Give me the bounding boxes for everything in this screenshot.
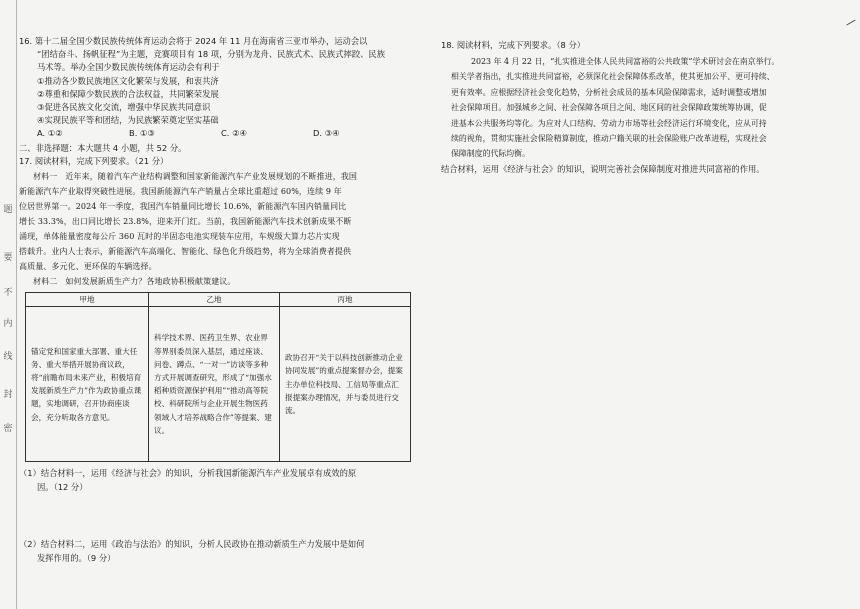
table-header-yi: 乙地 bbox=[149, 293, 280, 307]
binding-margin bbox=[0, 0, 17, 609]
q18-line: 更有效率。应根据经济社会变化趋势，分析社会成员的基本风险保障需求，适时调整或增加 bbox=[451, 87, 767, 97]
q16-stem-line: 马术等。举办全国少数民族传统体育运动会有利于 bbox=[37, 62, 220, 73]
material-one-line: 涌现，单体能量密度每公斤 360 瓦时的半固态电池实现装车应用，车规级大算力芯片实现 bbox=[19, 232, 340, 242]
question-17 bbox=[19, 155, 414, 565]
q18-line: 续的视角，贯彻实施社会保险精算制度，推动户籍关联的社会保险账户改革进程，实现社会 bbox=[451, 134, 767, 144]
left-column bbox=[19, 35, 414, 565]
right-column bbox=[441, 38, 833, 177]
material-one-line: 高质量、多元化、更环保的车辆选择。 bbox=[19, 262, 157, 272]
question-18 bbox=[441, 38, 833, 177]
material-two-title: 材料二 如何发展新质生产力？各地政协积极献策建议。 bbox=[33, 277, 236, 287]
q16-statement: ③促进各民族文化交流，增强中华民族共同意识 bbox=[37, 102, 211, 113]
subquestion-line: 发挥作用的。（9 分） bbox=[37, 553, 116, 564]
q18-heading: 18. 阅读材料，完成下列要求。（8 分） bbox=[441, 40, 586, 50]
material-one-line: 位居世界第一。2024 年一季度，我国汽车销量同比增长 10.6%，新能源汽车国内销量同比 bbox=[19, 202, 347, 212]
q18-line: 保障制度的代际均衡。 bbox=[451, 149, 530, 159]
q16-stem-line: 16. 第十二届全国少数民族传统体育运动会将于 2024 年 11 月在海南省三亚市举办，运动会以 bbox=[19, 36, 368, 46]
subquestion-line: （2）结合材料二，运用《政治与法治》的知识，分析人民政协在推动新质生产力发展中是如何 bbox=[19, 539, 365, 550]
q17-subquestion-2 bbox=[19, 537, 414, 565]
pen-mark bbox=[846, 20, 855, 26]
q17-subquestion-1 bbox=[19, 466, 414, 494]
table-cell-bing: 政协召开“关于以科技创新推动企业协同发展”的重点提案督办会，提案主办单位科技局、工信局等重点汇报提案办理情况，并与委员进行交流。 bbox=[280, 307, 411, 462]
q17-heading: 17. 阅读材料，完成下列要求。（21 分） bbox=[19, 155, 169, 166]
table-header-jia: 甲地 bbox=[26, 293, 149, 307]
q16-stem-line: “团结奋斗、扬帆征程”为主题，竞赛项目有 18 项，分别为龙舟、民族式术、民族式摔跤、民族 bbox=[37, 49, 386, 60]
margin-char: 密 bbox=[3, 424, 13, 434]
q18-line: 社会保障项目。加强城乡之间、社会保障各项目之间、地区间的社会保障政策统筹协调，促 bbox=[451, 103, 767, 113]
material-one-line: 材料一 近年来，随着汽车产业结构调整和国家新能源汽车产业发展规划的不断推进，我国 bbox=[33, 172, 357, 182]
table-row bbox=[26, 307, 411, 462]
option-b: B. ①③ bbox=[129, 128, 155, 139]
subquestion-line: 因。（12 分） bbox=[37, 482, 88, 493]
q16-options bbox=[19, 127, 414, 140]
material-one-line: 新能源汽车产业取得突破性进展。我国新能源汽车产销量占全球比重超过 60%，连续 9 年 bbox=[19, 187, 342, 197]
margin-char: 内 bbox=[3, 319, 13, 329]
q18-task: 结合材料，运用《经济与社会》的知识，说明完善社会保障制度对推进共同富裕的作用。 bbox=[441, 163, 765, 174]
q18-material bbox=[441, 54, 833, 162]
table-header-bing: 丙地 bbox=[280, 293, 411, 307]
table-cell-yi: 科学技术界、医药卫生界、农业界等界别委员深入基层，通过座谈、问卷、蹲点、“一对一”访谈等多种方式开展调查研究，形成了“加强水稻种质资源保护利用”“推动高等院校、科研院所与企业开展生物医药领域人才培养战略合作”等提案、建议。 bbox=[149, 307, 280, 462]
margin-char: 要 bbox=[3, 253, 13, 263]
subquestion-line: （1）结合材料一，运用《经济与社会》的知识，分析我国新能源汽车产业发展卓有成效的原 bbox=[19, 468, 357, 479]
margin-char: 不 bbox=[3, 288, 13, 298]
margin-char: 线 bbox=[3, 352, 13, 362]
material-one-line: 搭载升。业内人士表示，新能源汽车高端化、智能化、绿色化升级趋势，将为全球消费者提供 bbox=[19, 247, 352, 257]
material-one bbox=[19, 169, 414, 289]
option-c: C. ②④ bbox=[221, 128, 247, 139]
margin-char: 题 bbox=[3, 205, 13, 215]
section-heading: 二、非选择题：本大题共 4 小题，共 52 分。 bbox=[19, 142, 187, 153]
question-16 bbox=[19, 35, 414, 141]
table-cell-jia: 锚定党和国家重大部署、重大任务、重大举措开展协商议政，将“前瞻布局未来产业，积极培育发展新质生产力”作为政协重点课题，实地调研，召开协商座谈会，充分听取各方意见。 bbox=[26, 307, 149, 462]
q16-statement: ④实现民族平等和团结，为民族繁荣奠定坚实基础 bbox=[37, 115, 219, 126]
material-one-line: 增长 33.3%，出口同比增长 23.8%，迎来开门红。当前，我国新能源汽车技术创新成果不断 bbox=[19, 217, 352, 227]
q18-line: 2023 年 4 月 22 日，“扎实推进全体人民共同富裕的公共政策”学术研讨会在南京举行。 bbox=[471, 57, 780, 66]
option-a: A. ①② bbox=[37, 128, 63, 139]
region-table bbox=[25, 292, 411, 462]
q16-statement: ①推动各少数民族地区文化繁荣与发展，和衷共济 bbox=[37, 75, 219, 86]
q18-line: 相关学者指出，扎实推进共同富裕，必须深化社会保障体系改革，使其更加公平、更可持续、 bbox=[451, 72, 775, 82]
margin-char: 封 bbox=[3, 390, 13, 400]
q16-statement: ②尊重和保障少数民族的合法权益，共同繁荣发展 bbox=[37, 88, 219, 99]
option-d: D. ③④ bbox=[313, 128, 340, 139]
q18-line: 进基本公共服务均等化。为应对人口结构、劳动力市场等社会经济运行环境变化，应从可持 bbox=[451, 118, 767, 128]
